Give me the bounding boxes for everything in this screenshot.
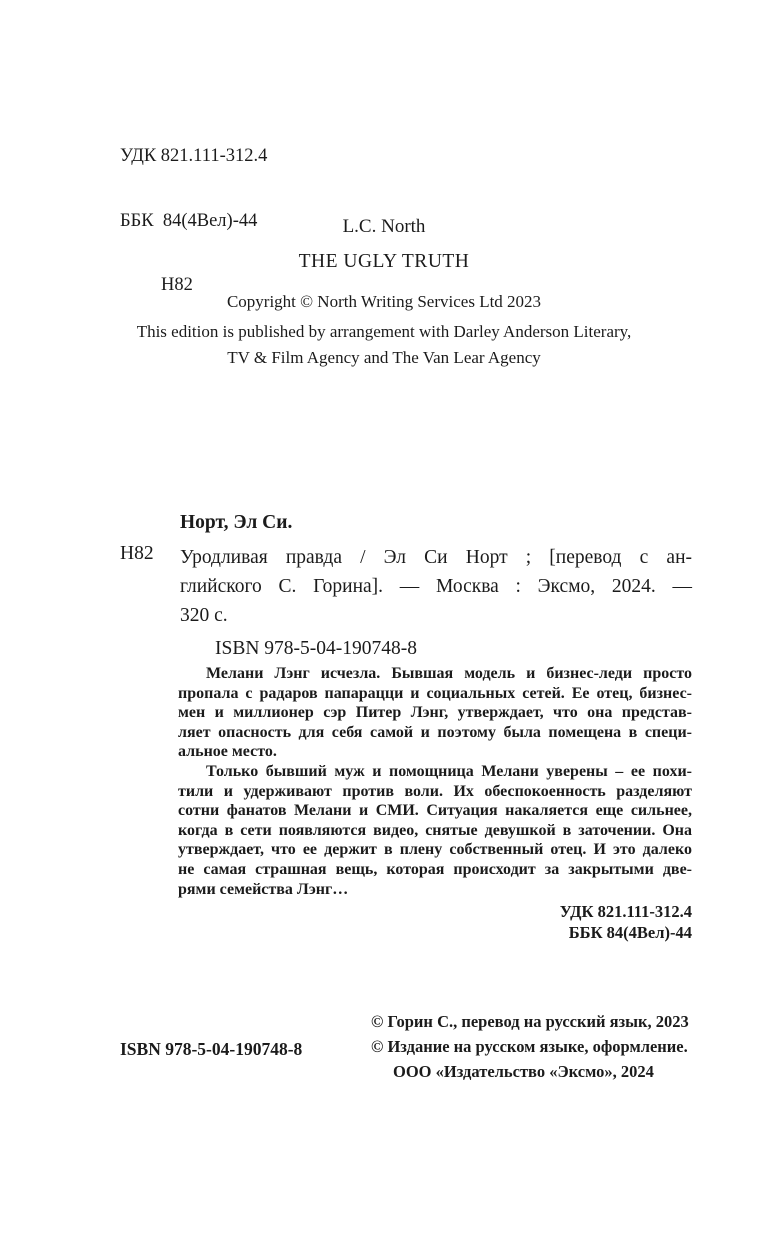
catalog-author-heading: Норт, Эл Си. (180, 512, 293, 533)
author-sign-code-margin: Н82 (120, 543, 154, 564)
annotation-line: когда в сети появляются видео, снятые девушкой в заточении. Она (178, 821, 692, 839)
catalog-line: Уродливая правда / Эл Си Норт ; [перевод с ан- (180, 547, 692, 568)
annotation-line: сотни фанатов Мелани и СМИ. Ситуация накаляется еще сильнее, (178, 802, 692, 820)
arrangement-line-1: This edition is published by arrangement with Darley Anderson Literary, (136, 322, 632, 341)
copyright-notices (371, 1009, 689, 1084)
annotation-line: не самая страшная вещь, которая происходит за закрытыми две- (178, 860, 692, 878)
catalog-entry (120, 543, 692, 630)
author-sign-code-top: Н82 (161, 275, 193, 295)
udk-code-top: УДК 821.111-312.4 (120, 146, 268, 166)
original-title: THE UGLY TRUTH (298, 251, 470, 272)
isbn-footer: ISBN 978-5-04-190748-8 (120, 1039, 303, 1059)
catalog-entry-block (120, 512, 692, 660)
annotation-line: мен и миллионер сэр Питер Лэнг, утверждает, что она представ- (178, 704, 692, 722)
catalog-line: глийского С. Горина]. — Москва : Эксмо, 2024. — (180, 576, 692, 597)
annotation-line: пропала с радаров папарацци и социальных сетей. Ее отец, бизнес- (178, 684, 692, 702)
original-copyright: Copyright © North Writing Services Ltd 2023 (226, 292, 542, 311)
annotation-line: утверждает, что ее держит в плену собственный отец. И это далеко (178, 841, 692, 859)
original-author: L.C. North (342, 216, 426, 237)
annotation-line: Только бывший муж и помощница Мелани уверены – ее похи- (206, 762, 692, 780)
bbk-code-top: ББК 84(4Вел)-44 (120, 210, 258, 231)
annotation-paragraph-1 (178, 664, 692, 762)
copyright-edition: © Издание на русском языке, оформление. (371, 1037, 688, 1056)
annotation-paragraph-2 (178, 762, 692, 899)
annotation-line: Мелани Лэнг исчезла. Бывшая модель и бизнес-леди просто (206, 665, 692, 682)
udk-code-right: УДК 821.111-312.4 (559, 902, 692, 921)
copyright-publisher: ООО «Издательство «Эксмо», 2024 (393, 1062, 654, 1081)
isbn-middle: ISBN 978-5-04-190748-8 (215, 638, 418, 659)
copyright-translation: © Горин С., перевод на русский язык, 2023 (371, 1012, 689, 1031)
annotation-line: ляет опасность для себя самой и поэтому была помещена в специ- (178, 723, 692, 741)
annotation-block (178, 664, 692, 899)
annotation-line: рями семейства Лэнг… (178, 880, 349, 898)
arrangement-line-2: TV & Film Agency and The Van Lear Agency (227, 347, 541, 367)
bbk-code-right: ББК 84(4Вел)-44 (568, 923, 692, 942)
catalog-description (180, 543, 692, 630)
classification-codes-right (560, 901, 692, 943)
original-edition-block (0, 216, 768, 370)
catalog-line: 320 с. (180, 605, 228, 626)
annotation-line: альное место. (178, 743, 277, 761)
annotation-line: тили и удерживают против воли. Их обеспокоенность разделяют (178, 782, 692, 800)
